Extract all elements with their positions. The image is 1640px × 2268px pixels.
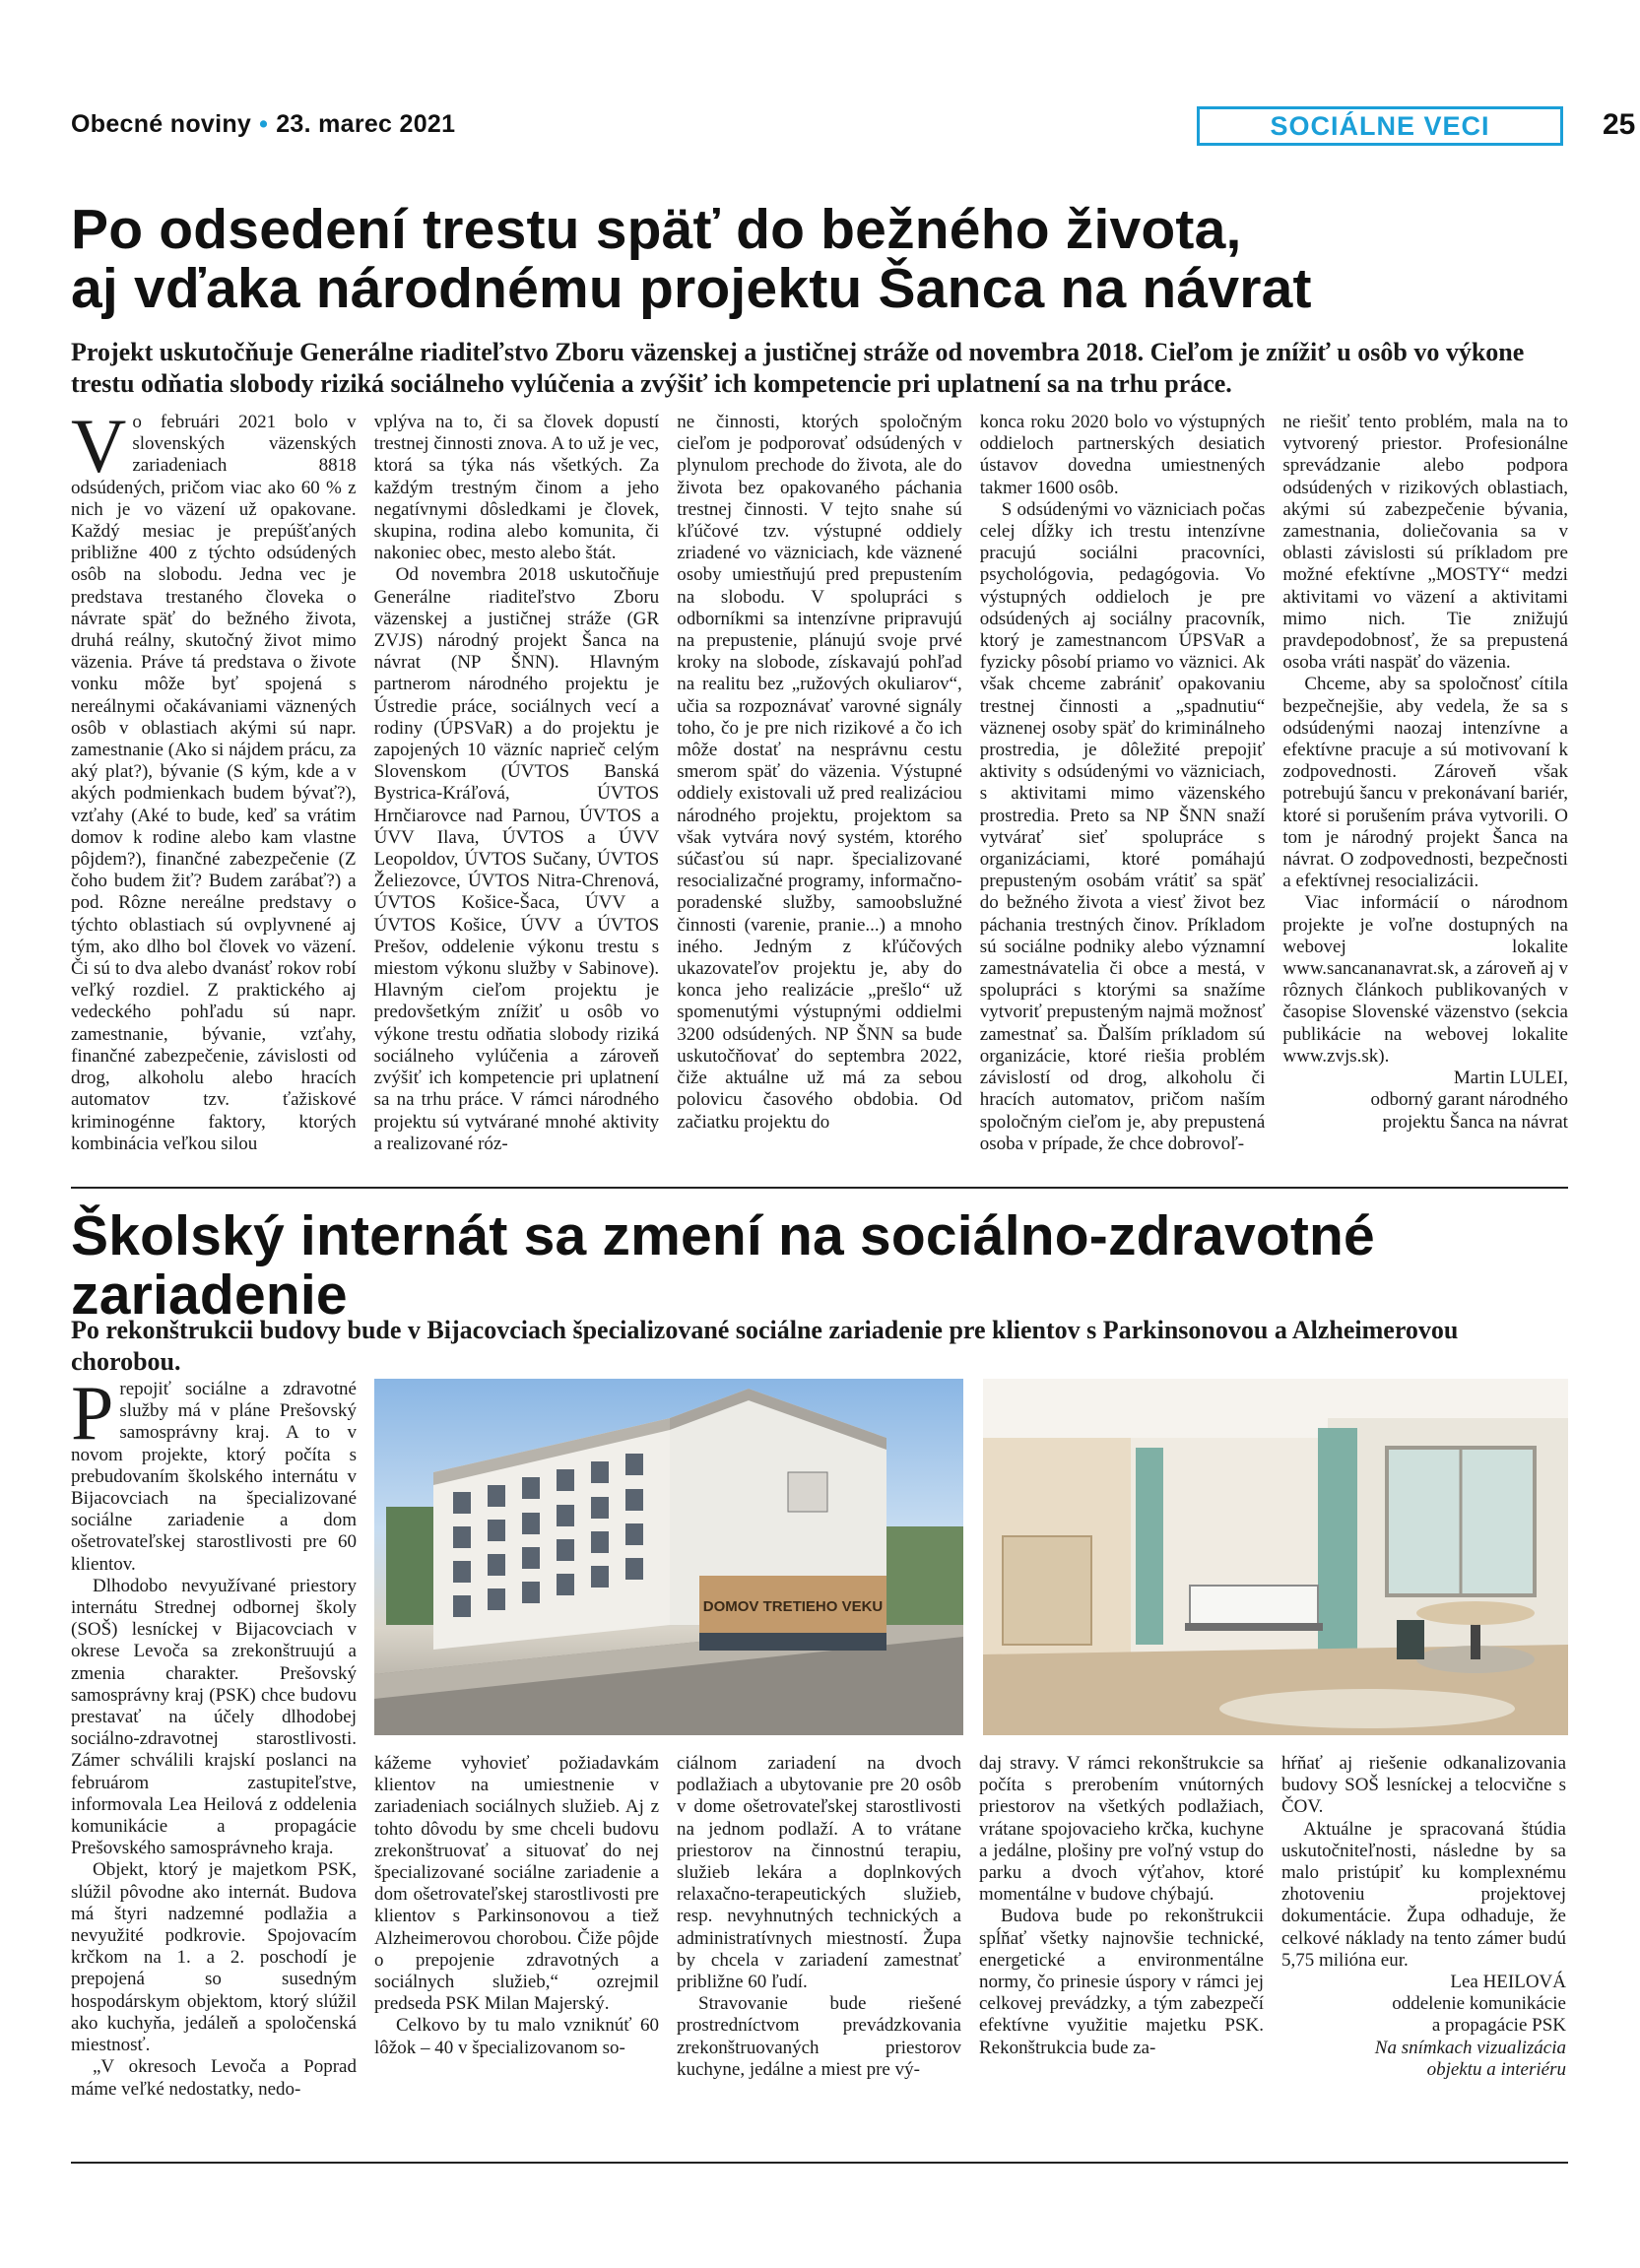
separator-dot: • bbox=[259, 110, 269, 138]
article2-headline bbox=[71, 1206, 1568, 1325]
building-sign-text: DOMOV TRETIEHO VEKU bbox=[702, 1598, 884, 1615]
room-interior-photo bbox=[983, 1379, 1568, 1735]
page-bottom-rule bbox=[71, 2162, 1568, 2164]
article2-author-role2: a propagácie PSK bbox=[1431, 2015, 1566, 2037]
article2-headline-line2: zariadenie bbox=[71, 1264, 348, 1327]
article1-author-role2: projektu Šanca na návrat bbox=[1382, 1111, 1568, 1133]
page-number: 25 bbox=[1603, 108, 1636, 141]
article2-col2-p1: kážeme vyhovieť požiadavkám klientov na umiestnenie v zariadeniach sociálnych služieb. Aj z tohto dôvodu by sme chceli budovu zrekonštruovať a situovať do nej špecializované sociálne zariadenie a dom ošetrovateľskej starostlivosti pre klientov s Parkinsonovou a tiež Alzheimerovou chorobou. Čiže pôjde o prepojenie zdravotných a sociálnych služieb,“ ozrejmil predseda PSK Milan Majerský. bbox=[374, 1753, 659, 2015]
article1-column-4 bbox=[980, 412, 1266, 1190]
article2-dropcap: P bbox=[71, 1379, 114, 1456]
issue-date: 23. marec 2021 bbox=[276, 110, 456, 138]
article2-col1-p4: „V okresoch Levoča a Poprad máme veľké nedostatky, nedo- bbox=[71, 2056, 357, 2100]
article2-lead: Po rekonštrukcii budovy bude v Bijacovciach špecializované sociálne zariadenie pre klientov s Parkinsonovou a Alzheimerovou chorobou. bbox=[71, 1316, 1459, 1376]
article2-col4-p2: Budova bude po rekonštrukcii spĺňať všetky najnovšie technické, energetické a environmentálne normy, čo prinesie úspory v rámci jej celkovej prevádzky, a tým zabezpečí efektívne využitie majetku PSK. Rekonštrukcia bude za- bbox=[979, 1906, 1264, 2058]
article1-col1-text: o februári 2021 bolo v slovenských väzenských zariadeniach 8818 odsúdených, pričom viac ako 60 % z nich je vo väzení už opakovane. Každý mesiac je prepúšťaných približne 400 z týchto odsúdených osôb na slobodu. Jedna vec je predstava trestaného človeka o návrate späť do bežného života, druhá reálny, skutočný život mimo väzenia. Práve tá predstava o živote vonku môže byť spojená s nereálnymi očakávaniami väznených osôb v oblastiach akými sú napr. zamestnanie (Ako si nájdem prácu, za aký plat?), bývanie (S kým, kde a v akých podmienkach budem bývať?), vzťahy (Aké to bude, keď sa vrátim domov k rodine alebo kam vlastne pôjdem?), finančné zabezpečenie (Z čoho budem žiť? Budem zarábať?) a pod. Rôzne nereálne predstavy o týchto oblastiach sú ovplyvnené aj tým, ako dlho bol človek vo väzení. Či sú to dva alebo dvanásť rokov robí veľký rozdiel. Z praktického aj vedeckého pohľadu sú napr. zamestnanie, bývanie, vzťahy, finančné zabezpečenie, závislosti od drog, alkoholu alebo hracích automatov tzv. ťažiskové kriminogénne faktory, ktorých kombinácia veľkou silou bbox=[71, 412, 357, 1154]
article1-author: Martin LULEI, bbox=[1453, 1068, 1568, 1089]
article2-col1-p3: Objekt, ktorý je majetkom PSK, slúžil pôvodne ako internát. Budova má štyri nadzemné podlažia a nevyužité podkrovie. Spojovacím krčkom na 1. a 2. poschodí je prepojená so susedným hospodárskym objektom, ktorý slúžil ako kuchyňa, jedáleň a spoločenská miestnosť. bbox=[71, 1859, 357, 2056]
article1-col4-p2: S odsúdenými vo väzniciach počas celej dĺžky ich trestu intenzívne pracujú sociálni pracovníci, psychológovia, pedagógovia. Vo výstupných oddieloch je pre odsúdených aj sociálny pracovník, ktorý je zamestnancom ÚPSVaR a fyzicky pôsobí priamo vo väznici. Ak však chceme zabrániť opakovaniu trestnej činnosti a „spadnutiu“ väznenej osoby späť do kriminálneho prostredia, je dôležité prepojiť aktivity s odsúdenými vo väzniciach, s aktivitami mimo väzenského prostredia. Preto sa NP ŠNN snaží vytvárať sieť spolupráce s organizáciami, ktoré pomáhajú prepusteným osobám vrátiť sa späť do bežného života a viesť život bez páchania trestných činov. Príkladom sú sociálne podniky alebo významní zamestnávatelia či obce a mestá, v spolupráci s ktorými sa snažíme vytvoriť prepusteným najmä možnosť zamestnať sa. Ďalším príkladom sú organizácie, ktoré riešia problém závislostí od drog, alkoholu či hracích automatov, pričom naším spoločným cieľom je, aby prepustená osoba v prípade, že chce dobrovoľ- bbox=[979, 498, 1266, 1154]
article2-col4-p1: daj stravy. V rámci rekonštrukcie sa počíta s prerobením vnútorných priestorov na všetkých podlažiach, vrátane spojovacieho krčka, kuchyne a jedálne, plošiny pre voľný vstup do parku a dvoch výťahov, ktoré momentálne v budove chýbajú. bbox=[979, 1753, 1264, 1906]
article2-body-left bbox=[71, 1379, 357, 2147]
article1-column-5 bbox=[1282, 412, 1568, 1190]
article1-column-3 bbox=[677, 412, 962, 1190]
article2-author: Lea HEILOVÁ bbox=[1450, 1972, 1566, 1993]
article1-col5-p1: ne riešiť tento problém, mala na to vytvorený priestor. Profesionálne sprevádzanie alebo podpora odsúdených v rizikových oblastiach, akými sú zabezpečenie bývania, zamestnania, doliečovania sa v oblasti závislosti sú príkladom pre možné efektívne „MOSTY“ medzi aktivitami vo väzení a aktivitami mimo nich. Tie znižujú pravdepodobnosť, že sa prepustená osoba vráti naspäť do väzenia. bbox=[1282, 412, 1568, 674]
article2-signature bbox=[1281, 1972, 1566, 2081]
article2-column-2 bbox=[374, 1753, 659, 2147]
section-label: SOCIÁLNE VECI bbox=[1197, 106, 1563, 146]
article1-column-2 bbox=[374, 412, 660, 1190]
article2-col3-p1: ciálnom zariadení na dvoch podlažiach a ubytovanie pre 20 osôb v dome ošetrovateľskej starostlivosti na jednom podlaží. A to vrátane priestorov na činnostnú terapiu, služieb lekára a doplnkových relaxačno-terapeutických služieb, resp. nevyhnutných technických a administratívnych miestností. Župa by chcela v zariadení zamestnať približne 60 ľudí. bbox=[677, 1753, 961, 1993]
article1-author-role1: odborný garant národného bbox=[1370, 1089, 1568, 1111]
article1-signature bbox=[1282, 1068, 1568, 1134]
article2-col1-p2: Dlhodobo nevyužívané priestory internátu Strednej odbornej školy (SOŠ) lesníckej v Bijacovciach v okrese Levoča sa zrekonštruujú a zmenia charakter. Prešovský samosprávny kraj (PSK) chce budovu prestavať na účely dlhodobej sociálno-zdravotnej starostlivosti. Zámer schválili krajskí poslanci na februárom zastupiteľstve, informovala Lea Heilová z oddelenia komunikácie a propagácie Prešovského samosprávneho kraja. bbox=[71, 1575, 357, 1859]
article1-col5-p3: Viac informácií o národnom projekte je voľne dostupných na webovej lokalite www.sancananavrat.sk, a zároveň aj v rôznych článkoch publikovaných v časopise Slovenské väzenstvo (sekcia publikácie na webovej lokalite www.zvjs.sk). bbox=[1282, 892, 1568, 1067]
room-interior-illustration bbox=[983, 1379, 1568, 1735]
article2-col1-p1: repojiť sociálne a zdravotné služby má v pláne Prešovský samosprávny kraj. A to v novom projekte, ktorý počíta s prebudovaním školského internátu v Bijacovciach na špecializované sociálne zariadenie a dom ošetrovateľskej starostlivosti pre 60 klientov. bbox=[71, 1379, 357, 1575]
article-divider bbox=[71, 1187, 1568, 1189]
article1-col4-p1: konca roku 2020 bolo vo výstupných oddieloch partnerských desiatich ústavov dovedna umiestnených takmer 1600 osôb. bbox=[979, 412, 1266, 498]
masthead bbox=[71, 106, 1636, 146]
article2-column-5 bbox=[1281, 1753, 1566, 2147]
article1-col5-p2: Chceme, aby sa spoločnosť cítila bezpečnejšie, aby vedela, že sa s odsúdenými naozaj intenzívne a efektívne pracuje a sú motivovaní k zodpovednosti. Zároveň však potrebujú šancu v prekonávaní bariér, ktoré si porušením práva vytvorili. O tom je národný projekt Šanca na návrat. O zodpovednosti, bezpečnosti a efektívnej resocializácii. bbox=[1282, 674, 1568, 892]
paper-name: Obecné noviny bbox=[71, 110, 252, 138]
article2-author-role1: oddelenie komunikácie bbox=[1392, 1993, 1566, 2015]
article1-col3-text: ne činnosti, ktorých spoločným cieľom je podporovať odsúdených v plynulom prechode do života, ale do života bez opakovaného páchania trestnej činnosti. V tejto snahe sú kľúčové tzv. výstupné oddiely zriadené vo väzniciach, kde väznené osoby umiestňujú pred prepustením na slobodu. V spolupráci s odborníkmi sa intenzívne pripravujú na prepustenie, plánujú svoje prvé kroky na slobode, získavajú pohľad na realitu bez „ružových okuliarov“, učia sa rozpoznávať varovné signály toho, čo je pre nich rizikové a čo ich môže dostať na nesprávnu cestu smerom späť do väzenia. Výstupné oddiely existovali už pred realizáciou národného projektu, projektom sa však vytvára nový systém, ktorého súčasťou sú napr. špecializované resocializačné programy, informačno-poradenské služby, samoobslužné činnosti (varenie, pranie...) a mnoho iného. Jedným z kľúčových ukazovateľov projektu je, aby do konca jeho realizácie „prešlo“ už spomenutými výstupnými oddielmi 3200 odsúdených. NP ŠNN sa bude uskutočňovať do septembra 2022, čiže aktuálne už má za sebou polovicu časového obdobia. Od začiatku projektu do bbox=[677, 412, 962, 1133]
article2-headline-line1: Školský internát sa zmení na sociálno-zdravotné bbox=[71, 1204, 1375, 1267]
article2-col5-p2: Aktuálne je spracovaná štúdia uskutočniteľnosti, následne by sa malo pristúpiť ku komplexnému zhotoveniu projektovej dokumentácie. Župa odhaduje, že celkové náklady na tento zámer budú 5,75 milióna eur. bbox=[1281, 1818, 1566, 1971]
article1-lead: Projekt uskutočňuje Generálne riaditeľstvo Zboru väzenskej a justičnej stráže od novembra 2018. Cieľom je znížiť u osôb vo výkone trestu odňatia slobody riziká sociálneho vylúčenia a zvýšiť ich kompetencie pri uplatnení sa na trhu práce. bbox=[71, 338, 1525, 398]
article2-column-1 bbox=[71, 1379, 357, 2147]
building-exterior-photo bbox=[374, 1379, 963, 1735]
article2-col2-p2: Celkovo by tu malo vzniknúť 60 lôžok – 40 v špecializovanom so- bbox=[374, 2015, 659, 2058]
article1-headline-line2: aj vďaka národnému projektu Šanca na návrat bbox=[71, 257, 1312, 320]
article1-headline-line1: Po odsedení trestu späť do bežného života, bbox=[71, 198, 1242, 261]
article2-col5-p1: hŕňať aj riešenie odkanalizovania budovy SOŠ lesníckej a telocvične s ČOV. bbox=[1281, 1753, 1566, 1818]
article1-dropcap: V bbox=[71, 412, 127, 488]
article2-col3-p2: Stravovanie bude riešené prostredníctvom prevádzkovania zrekonštruovaných priestorov kuchyne, jedálne a miest pre vý- bbox=[677, 1993, 961, 2080]
article1-col2-p1: vplýva na to, či sa človek dopustí trestnej činnosti znova. A to už je vec, ktorá sa týka nás všetkých. Za každým trestným činom a jeho negatívnymi dôsledkami je človek, skupina, rodina alebo komunita, či nakoniec obec, mesto alebo štát. bbox=[373, 412, 660, 564]
article1-body bbox=[71, 412, 1568, 1234]
building-exterior-illustration bbox=[374, 1379, 963, 1735]
article1-column-1 bbox=[71, 412, 357, 1190]
article2-column-3 bbox=[677, 1753, 961, 2147]
photo-caption-line1: Na snímkach vizualizácia bbox=[1374, 2037, 1566, 2058]
masthead-publication bbox=[71, 110, 455, 139]
article2-column-4 bbox=[979, 1753, 1264, 2147]
article2-body-right bbox=[374, 1753, 1568, 2147]
photo-caption-line2: objektu a interiéru bbox=[1426, 2058, 1566, 2080]
article1-headline bbox=[71, 200, 1568, 318]
article1-col2-p2: Od novembra 2018 uskutočňuje Generálne riaditeľstvo Zboru väzenskej a justičnej stráže (GR ZVJS) národný projekt Šanca na návrat (NP ŠNN). Hlavným partnerom národného projektu je Ústredie práce, sociálnych vecí a rodiny (ÚPSVaR) a do projektu je zapojených 10 väzníc naprieč celým Slovenskom (ÚVTOS Banská Bystrica-Kráľová, ÚVTOS Hrnčiarovce nad Parnou, ÚVTOS a ÚVV Ilava, ÚVTOS a ÚVV Leopoldov, ÚVTOS Sučany, ÚVTOS Želiezovce, ÚVTOS Nitra-Chrenová, ÚVTOS Košice-Šaca, ÚVV a ÚVTOS Košice, ÚVV a ÚVTOS Prešov, oddelenie výkonu trestu s miestom výkonu služby v Sabinove). Hlavným cieľom projektu je predovšetkým znížiť u osôb vo výkone trestu odňatia slobody riziká sociálneho vylúčenia a zároveň zvýšiť ich kompetencie pri uplatnení sa na trhu práce. V rámci národného projektu sú vytvárané mnohé aktivity a realizované róz- bbox=[373, 564, 660, 1154]
